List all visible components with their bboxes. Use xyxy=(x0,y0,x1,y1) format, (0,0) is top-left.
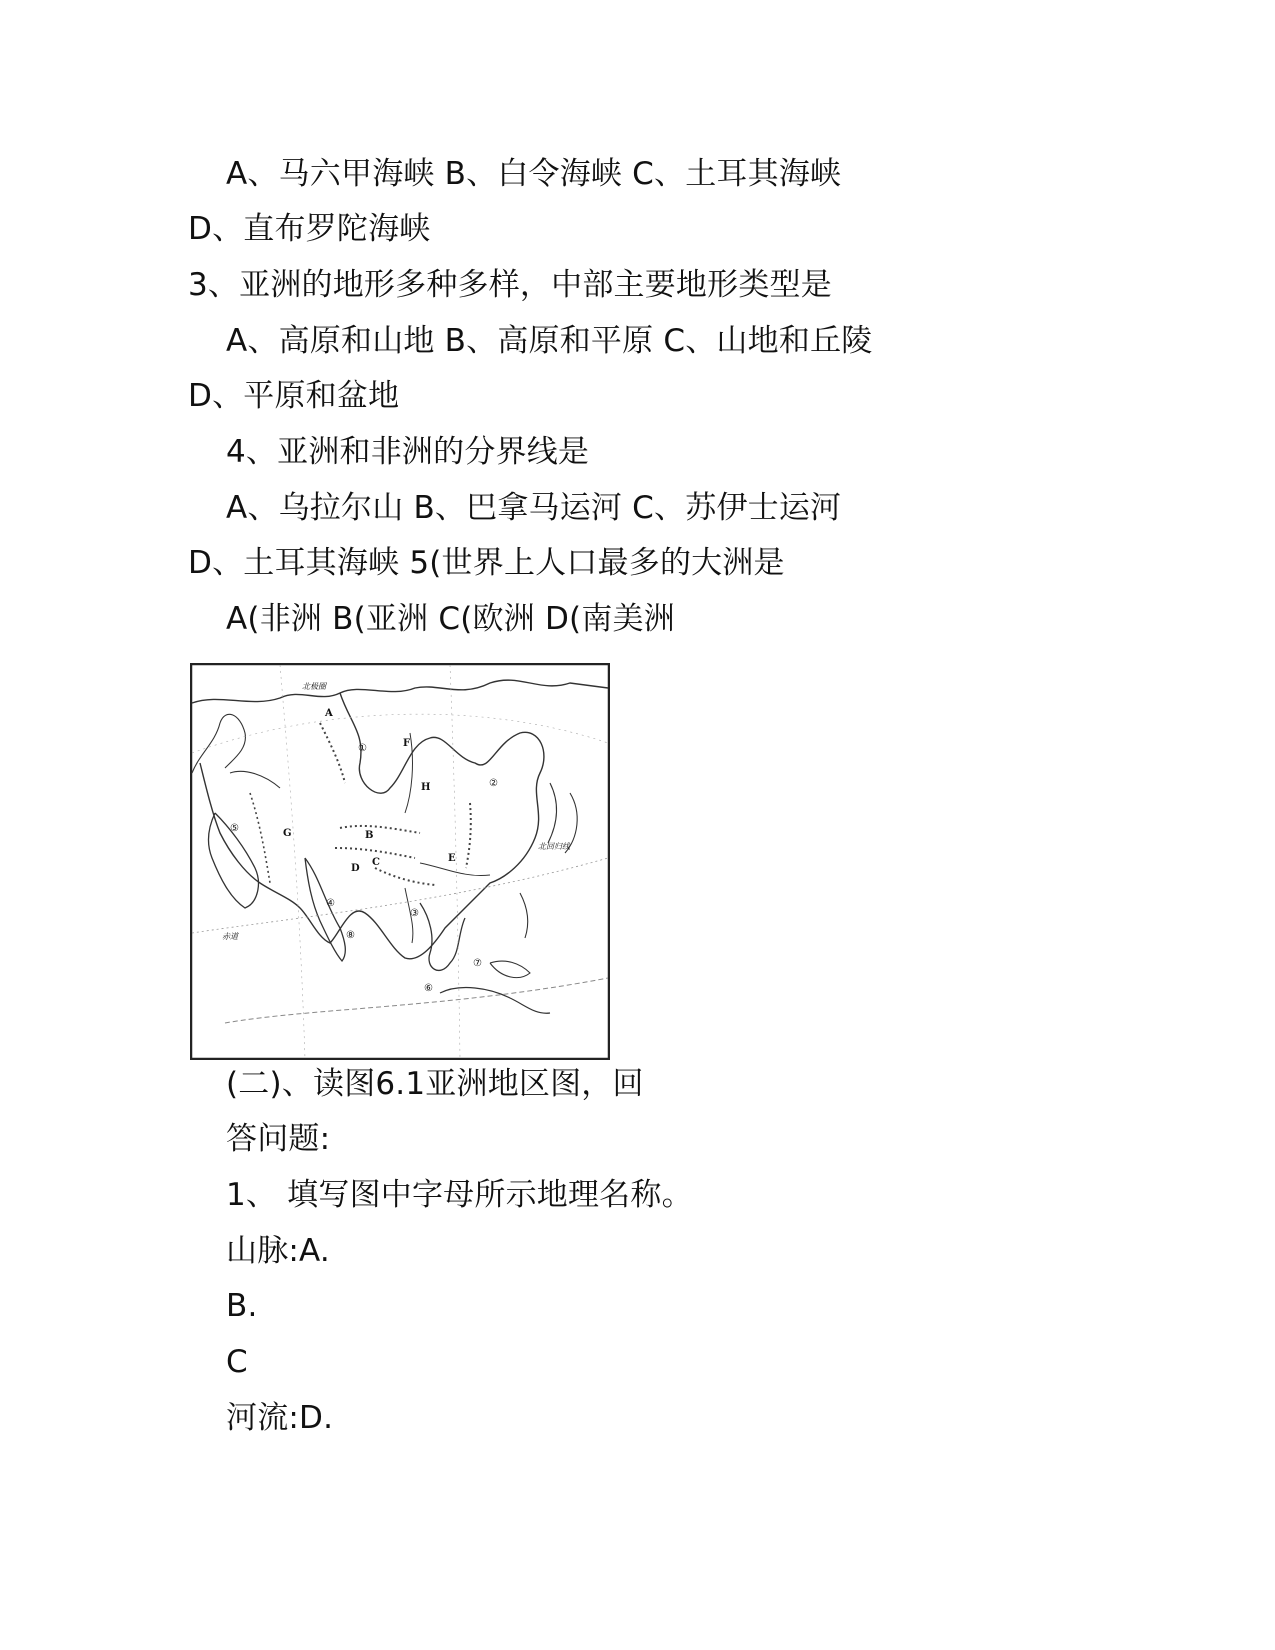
map-label-d: D xyxy=(351,863,360,874)
q2-options: A、马六甲海峡 B、白令海峡 C、土耳其海峡 xyxy=(226,156,842,192)
q4-question: 4、亚洲和非洲的分界线是 xyxy=(226,434,590,470)
section-2-title-cont: 答问题: xyxy=(226,1121,331,1157)
map-label-f: F xyxy=(403,738,411,749)
map-num-1: ① xyxy=(358,743,367,754)
section-2-title: (二)、读图6.1亚洲地区图，回 xyxy=(226,1066,644,1102)
mountain-c: C xyxy=(226,1344,248,1380)
q5-options: A(非洲 B(亚洲 C(欧洲 D(南美洲 xyxy=(226,601,675,637)
map-label-tropic: 北回归线 xyxy=(538,842,570,851)
q4-option-d-q5-question: D、土耳其海峡 5(世界上人口最多的大洲是 xyxy=(188,545,785,581)
map-num-5: ⑤ xyxy=(230,823,239,834)
map-label-a: A xyxy=(325,708,333,719)
map-label-arctic: 北极圈 xyxy=(302,682,326,691)
map-label-b: B xyxy=(365,830,374,841)
q4-options: A、乌拉尔山 B、巴拿马运河 C、苏伊士运河 xyxy=(226,490,842,526)
q2-option-d: D、直布罗陀海峡 xyxy=(188,211,431,247)
map-label-e: E xyxy=(448,853,456,864)
map-num-3: ③ xyxy=(410,908,419,919)
river-d: 河流:D. xyxy=(226,1400,334,1436)
asia-map-figure xyxy=(190,663,610,1060)
q3-option-d: D、平原和盆地 xyxy=(188,378,400,414)
mountain-b: B. xyxy=(226,1288,258,1324)
map-num-6: ⑥ xyxy=(424,983,433,994)
map-label-g: G xyxy=(283,828,292,839)
map-num-7: ⑦ xyxy=(473,958,482,969)
map-label-equator: 赤道 xyxy=(222,932,238,941)
map-num-2: ② xyxy=(489,778,498,789)
mountain-a: 山脉:A. xyxy=(226,1233,330,1269)
map-label-h: H xyxy=(421,782,431,793)
map-num-4: ④ xyxy=(326,898,335,909)
q3-options: A、高原和山地 B、高原和平原 C、山地和丘陵 xyxy=(226,323,873,359)
q3-question: 3、亚洲的地形多种多样，中部主要地形类型是 xyxy=(188,267,832,303)
map-label-c: C xyxy=(372,857,380,868)
map-num-8: ⑧ xyxy=(346,930,355,941)
s2-q1-question: 1、 填写图中字母所示地理名称。 xyxy=(226,1177,693,1213)
